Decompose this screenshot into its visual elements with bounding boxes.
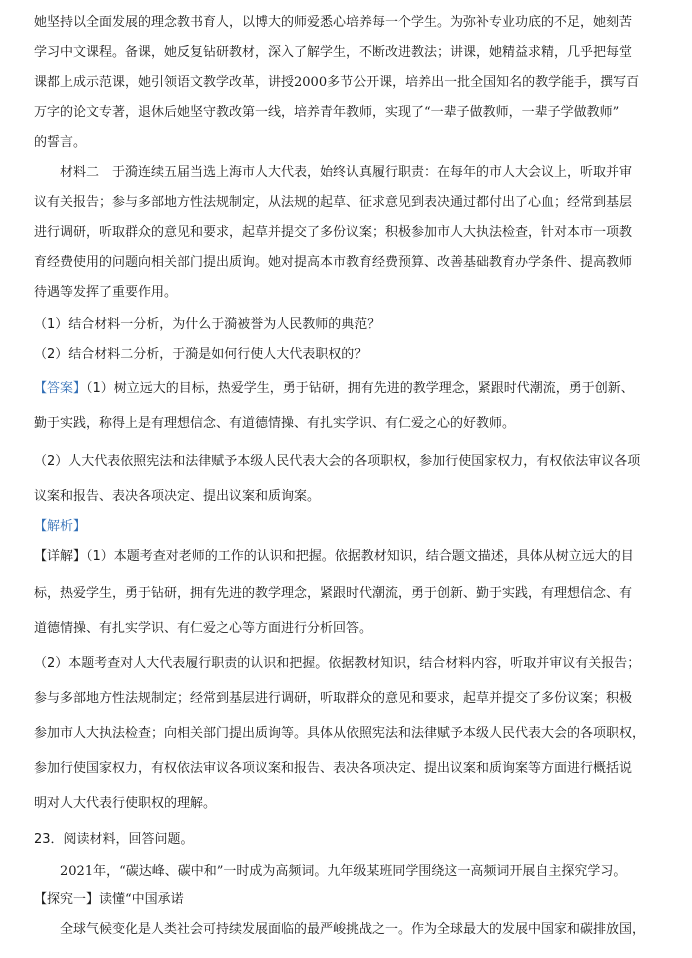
question-1: （1）结合材料一分析，为什么于漪被誉为人民教师的典范？ [34, 317, 381, 332]
explore-1-line [34, 891, 658, 909]
explore-1-title: 读懂“中国承诺 [99, 892, 184, 907]
detail-line: 标，热爱学生，勇于钻研，拥有先进的教学理念，紧跟时代潮流，勇于创新、勤于实践，有理想信念、有 [34, 586, 633, 601]
detail-line: 道德情操、有扎实学识、有仁爱之心等方面进行分析回答。 [34, 621, 373, 636]
material2-line: 进行调研，听取群众的意见和要求，起草并提交了多份议案；积极参加市人大执法检查，针对本市一项教 [34, 225, 633, 240]
material2-line: 育经费使用的问题向相关部门提出质询。她对提高本市教育经费预算、改善基础教育办学条件、提高教师 [34, 255, 633, 270]
answer-text: （1）树立远大的目标，热爱学生，勇于钻研，拥有先进的教学理念，紧跟时代潮流，勇于创新、 [86, 381, 634, 396]
detail-line: 参与多部地方性法规制定；经常到基层进行调研，听取群众的意见和要求，起草并提交了多份议案；积极 [34, 691, 633, 706]
material2-line: 议有关报告；参与多部地方性法规制定，从法规的起草、征求意见到表决通过都付出了心血；经常到基层 [34, 195, 633, 210]
answer-tag: 【答案】 [34, 381, 87, 396]
question-23-intro: 2021年，“碳达峰、碳中和”一时成为高频词。九年级某班同学围绕这一高频词开展自主探究学习。 [60, 864, 627, 879]
detail-line: （2）本题考查对人大代表履行职责的认识和把握。依据教材知识，结合材料内容，听取并审议有关报告； [34, 656, 641, 671]
question-2: （2）结合材料二分析，于漪是如何行使人大代表职权的？ [34, 347, 368, 362]
detail-line: 参加市人大执法检查；向相关部门提出质询等。具体从依照宪法和法律赋予本级人民代表大会的各项职权， [34, 726, 646, 741]
detail-tag: 【详解】 [34, 549, 87, 564]
answer-line-2: 勤于实践，称得上是有理想信念、有道德情操、有扎实学识、有仁爱之心的好教师。 [34, 416, 516, 431]
material2-line: 材料二 于漪连续五届当选上海市人大代表，始终认真履行职责：在每年的市人大会议上，听取并审 [60, 165, 633, 180]
explore-1-tag: 【探究一】 [34, 892, 100, 907]
material1-line: 万字的论文专著，退休后她坚守教改第一线，培养青年教师，实现了“一辈子做教师，一辈子学做教师” [34, 105, 620, 120]
question-23-heading: 23．阅读材料，回答问题。 [34, 832, 194, 847]
material1-line: 的誓言。 [34, 135, 87, 150]
material2-line: 待遇等发挥了重要作用。 [34, 285, 178, 300]
detail-text: （1）本题考查对老师的工作的认识和把握。依据教材知识，结合题文描述，具体从树立远大的目 [86, 549, 634, 564]
analysis-tag: 【解析】 [34, 519, 87, 534]
material1-line: 学习中文课程。备课，她反复钻研教材，深入了解学生，不断改进教法；讲课，她精益求精，几乎把每堂 [34, 45, 633, 60]
explore-1-text: 全球气候变化是人类社会可持续发展面临的最严峻挑战之一。作为全球最大的发展中国家和碳排放国， [60, 922, 646, 937]
detail-line: 明对人大代表行使职权的理解。 [34, 796, 217, 811]
answer-line-4: 议案和报告、表决各项决定、提出议案和质询案。 [34, 489, 321, 504]
material1-line: 她坚持以全面发展的理念教书育人，以博大的师爱悉心培养每一个学生。为弥补专业功底的不足，她刻苦 [34, 15, 633, 30]
material1-line: 课都上成示范课，她引领语文教学改革，讲授2000多节公开课，培养出一批全国知名的教学能手，撰写百 [34, 75, 640, 90]
detail-line-1 [34, 548, 658, 566]
answer-line-3: （2）人大代表依照宪法和法律赋予本级人民代表大会的各项职权，参加行使国家权力，有权依法审议各项 [34, 454, 641, 469]
answer-line-1 [34, 380, 658, 398]
detail-line: 参加行使国家权力，有权依法审议各项议案和报告、表决各项决定、提出议案和质询案等方面进行概括说 [34, 761, 633, 776]
